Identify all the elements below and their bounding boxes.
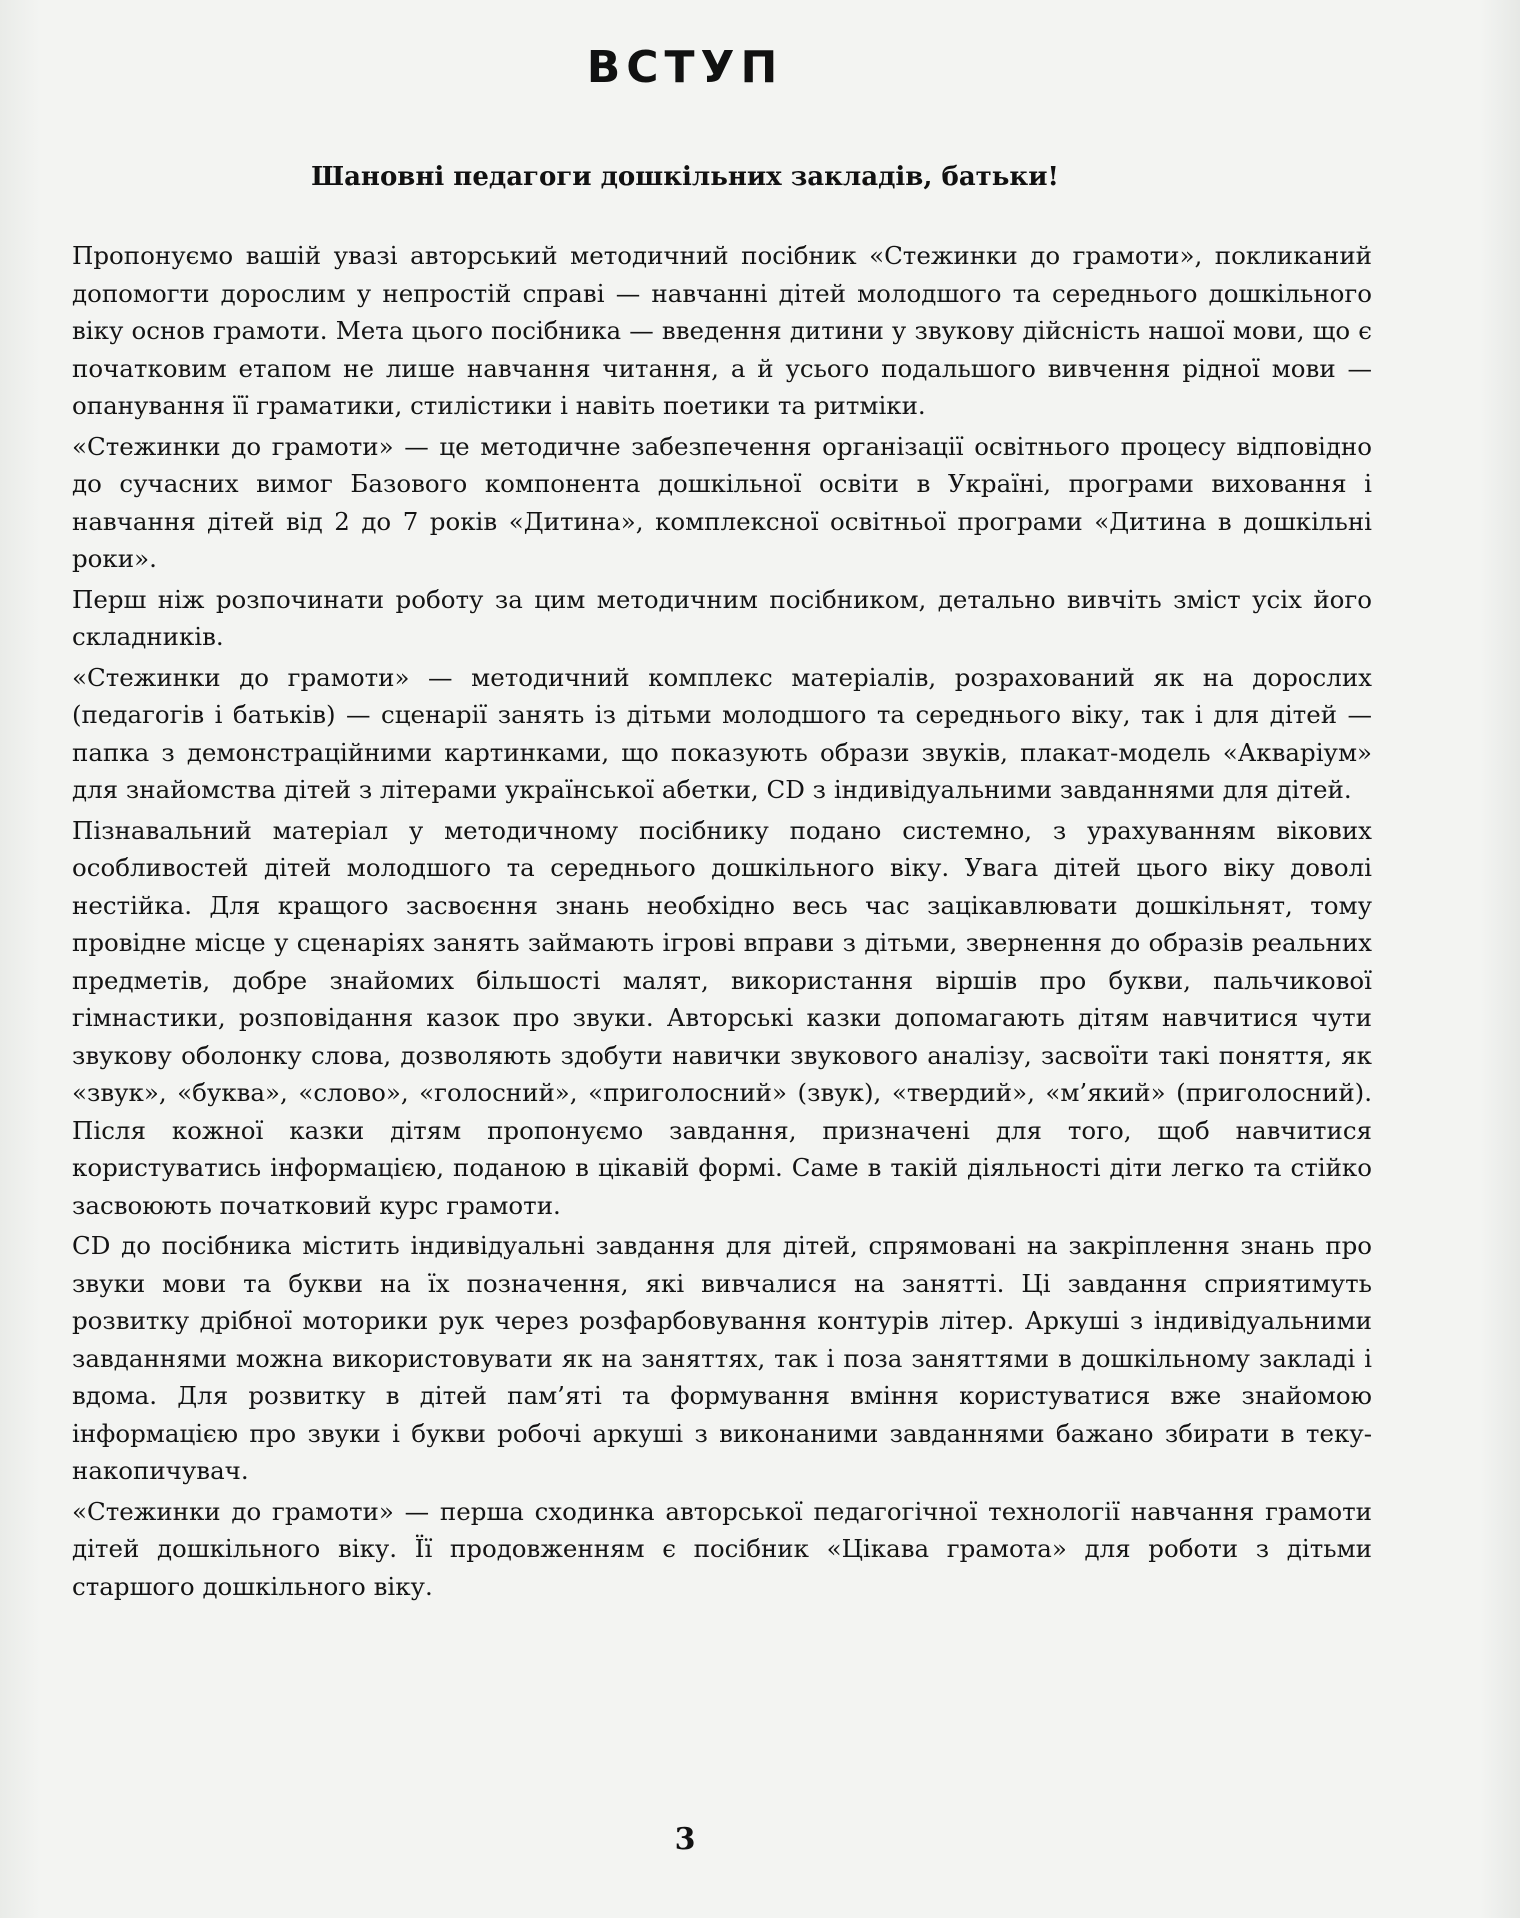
- page-title: ВСТУП: [586, 42, 784, 93]
- paragraph-3-text: Перш ніж розпочинати роботу за цим методичним посібником, детально вивчіть зміст усіх його складників.: [72, 584, 1372, 651]
- paragraph-7: [72, 1493, 1372, 1606]
- paragraph-5: [72, 812, 1372, 1225]
- paragraph-7-text: «Стежинки до грамоти» — перша сходинка авторської педагогічної технології навчання грамоти дітей дошкільного віку. Її продовженням є посібник «Цікава грамота» для роботи з дітьми старшого дошкільного віку.: [72, 1496, 1372, 1601]
- paragraph-1-text: Пропонуємо вашій увазі авторський методичний посібник «Стежинки до грамоти», покликаний допомогти дорослим у непростій справі — навчанні дітей молодшого та середнього дошкільного віку основ грамоти. Мета цього посібника — введення дитини у звукову дійсність нашої мови, що є початковим етапом не лише навчання читання, а й усього подальшого вивчення рідної мови — опанування її граматики, стилістики і навіть поетики та ритміки.: [72, 241, 1372, 420]
- paragraph-2: [72, 428, 1372, 578]
- paragraph-5-text: Пізнавальний матеріал у методичному посібнику подано системно, з урахуванням вікових особливостей дітей молодшого та середнього дошкільного віку. Увага дітей цього віку доволі нестійка. Для кращого засвоєння знань необхідно весь час зацікавлювати дошкільнят, тому провідне місце у сценаріях занять займають ігрові вправи з дітьми, звернення до образів реальних предметів, добре знайомих більшості малят, використання віршів про букви, пальчикової гімнастики, розповідання казок про звуки. Авторські казки допомагають дітям навчитися чути звукову оболонку слова, дозволяють здобути навички звукового аналізу, засвоїти такі поняття, як «звук», «буква», «слово», «голосний», «приголосний» (звук), «твердий», «м’який» (приголосний). Після кожної казки дітям пропонуємо завдання, призначені для того, щоб навчитися користуватись інформацією, поданою в цікавій формі. Саме в такій діяльності діти легко та стійко засвоюють початковий курс грамоти.: [72, 815, 1372, 1220]
- paragraph-4-text: «Стежинки до грамоти» — методичний комплекс матеріалів, розрахований як на дорослих (педагогів і батьків) — сценарії занять із дітьми молодшого та середнього віку, так і для дітей — папка з демонстраційними картинками, що показують образи звуків, плакат-модель «Акваріум» для знайомства дітей з літерами української абетки, CD з індивідуальними завданнями для дітей.: [72, 662, 1372, 804]
- page-subtitle: Шановні педагоги дошкільних закладів, батьки!: [311, 162, 1059, 192]
- paragraph-6-text: CD до посібника містить індивідуальні завдання для дітей, спрямовані на закріплення знань про звуки мови та букви на їх позначення, які вивчалися на занятті. Ці завдання сприятимуть розвитку дрібної моторики рук через розфарбовування контурів літер. Аркуші з індивідуальними завданнями можна використовувати як на заняттях, так і поза заняттями в дошкільному закладі і вдома. Для розвитку в дітей пам’яті та формування вміння користуватися вже знайомою інформацією про звуки і букви робочі аркуші з виконаними завданнями бажано збирати в теку-накопичувач.: [72, 1231, 1372, 1485]
- body-text: [72, 237, 1372, 1608]
- paragraph-4: [72, 659, 1372, 809]
- paragraph-1: [72, 237, 1372, 425]
- paragraph-2-text: «Стежинки до грамоти» — це методичне забезпечення організації освітнього процесу відповідно до сучасних вимог Базового компонента дошкільної освіти в Україні, програми виховання і навчання дітей від 2 до 7 років «Дитина», комплексної освітньої програми «Дитина в дошкільні роки».: [72, 431, 1372, 573]
- paragraph-3: [72, 581, 1372, 656]
- page-number: 3: [674, 1822, 696, 1857]
- paragraph-6: [72, 1227, 1372, 1490]
